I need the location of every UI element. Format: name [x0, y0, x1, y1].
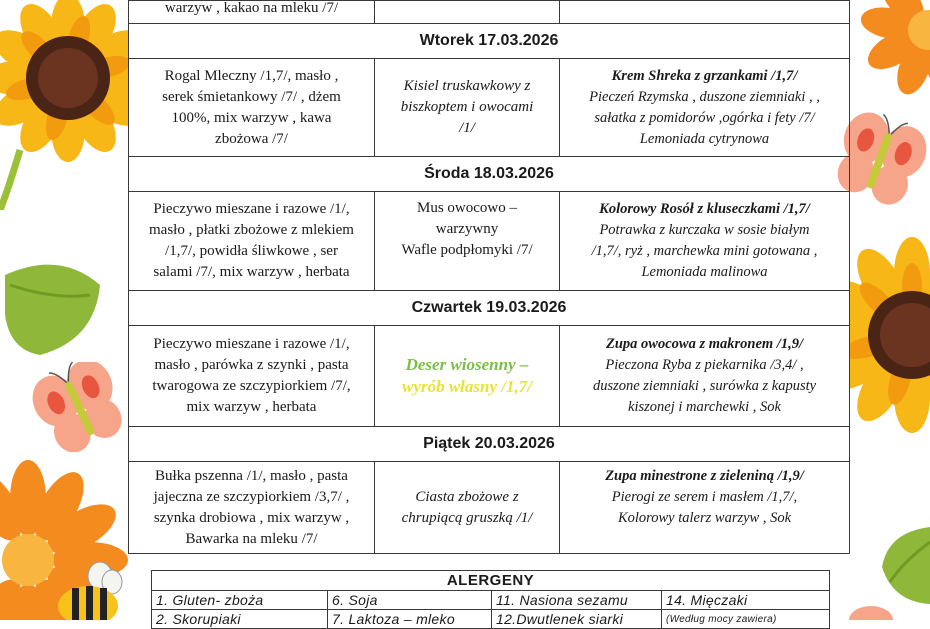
breakfast-line: masło , parówka z szynki , pasta — [154, 357, 349, 373]
breakfast-line: Pieczywo mieszane i razowe /1/, — [153, 336, 350, 352]
breakfast-line: masło , płatki zbożowe z mlekiem — [149, 222, 354, 238]
meal-row-wednesday — [129, 192, 850, 291]
prev-snack-cell — [375, 1, 560, 24]
breakfast-line: Bułka pszenna /1/, masło , pasta — [155, 467, 348, 484]
lunch-cell — [560, 326, 850, 427]
allergen-note: (Według mocy zawiera) — [662, 610, 830, 629]
breakfast-line: 100%, mix warzyw , kawa — [171, 109, 332, 126]
snack-cell-special-dessert — [375, 326, 560, 427]
leaf-left-illustration — [0, 255, 110, 365]
breakfast-line: serek śmietankowy /7/ , dżem — [162, 88, 341, 105]
breakfast-line: /1,7/, powidła śliwkowe , ser — [165, 243, 338, 259]
lunch-cell — [560, 59, 850, 157]
main-course-line: Lemoniada cytrynowa — [639, 130, 770, 147]
snack-line: Ciasta zbożowe z — [415, 488, 519, 505]
dessert-title-line: Deser wiosenny – — [405, 355, 529, 374]
main-course-line: /1,7/, ryż , marchewka mini gotowana , — [591, 243, 818, 259]
breakfast-line: Pieczywo mieszane i razowe /1/, — [153, 201, 350, 217]
soup-line: Zupa owocowa z makronem /1,9/ — [606, 336, 803, 352]
main-course-line: Pierogi ze serem i masłem /1,7/, — [611, 489, 798, 505]
snack-line: warzywny — [435, 221, 499, 237]
breakfast-line: szynka drobiowa , mix warzyw , — [153, 509, 350, 526]
breakfast-line: Rogal Mleczny /1,7/, masło , — [164, 67, 339, 84]
day-title-thursday: Czwartek 19.03.2026 — [129, 291, 850, 326]
sunflower-top-left-illustration — [0, 0, 128, 210]
sunflower-right-illustration — [850, 200, 930, 470]
main-course-line: duszone ziemniaki , surówka z kapusty — [592, 378, 817, 394]
allergens-title: ALERGENY — [152, 571, 830, 591]
allergens-header-row — [152, 571, 830, 591]
prev-breakfast-cell — [129, 1, 375, 24]
main-course-line: kiszonej i marchewki , Sok — [628, 399, 781, 415]
dessert-subtitle-line: wyrób własny /1,7/ — [402, 377, 532, 396]
allergen-item: 14. Mięczaki — [662, 591, 830, 610]
day-header-row — [129, 427, 850, 462]
allergen-item: 11. Nasiona sezamu — [492, 591, 662, 610]
breakfast-line: jajeczna ze szczypiorkiem /3,7/ , — [153, 488, 350, 505]
breakfast-line: zbożowa /7/ — [215, 130, 288, 147]
day-header-row — [129, 291, 850, 326]
main-course-line: Lemoniada malinowa — [641, 264, 768, 280]
day-title-tuesday: Wtorek 17.03.2026 — [129, 24, 850, 59]
bee-illustration — [50, 562, 130, 620]
breakfast-cell — [129, 462, 375, 554]
previous-day-tail-row — [129, 1, 850, 24]
prev-lunch-cell — [560, 1, 850, 24]
leaf-right-illustration — [878, 522, 930, 607]
day-title-wednesday: Środa 18.03.2026 — [129, 157, 850, 192]
snack-line: Mus owocowo – — [417, 200, 517, 216]
main-course-line: Kolorowy talerz warzyw , Sok — [617, 510, 792, 526]
snack-line: biszkoptem i owocami — [400, 99, 534, 115]
breakfast-line: mix warzyw , herbata — [186, 399, 317, 415]
allergens-row — [152, 591, 830, 610]
main-course-line: Pieczeń Rzymska , duszone ziemniaki , , — [589, 88, 820, 105]
breakfast-line: salami /7/, mix warzyw , herbata — [153, 264, 350, 280]
orange-flower-top-right-illustration — [858, 0, 930, 95]
soup-line: Kolorowy Rosół z kluseczkami /1,7/ — [599, 201, 810, 217]
breakfast-cell — [129, 326, 375, 427]
day-header-row — [129, 24, 850, 59]
meal-row-tuesday — [129, 59, 850, 157]
lunch-cell — [560, 192, 850, 291]
main-course-line: Pieczona Ryba z piekarnika /3,4/ , — [605, 357, 804, 373]
day-header-row — [129, 157, 850, 192]
allergen-item: 1. Gluten- zboża — [152, 591, 328, 610]
flower-bottom-right-illustration — [846, 600, 896, 620]
main-course-line: Potrawka z kurczaka w sosie białym — [599, 222, 810, 238]
soup-line: Zupa minestrone z zieleniną /1,9/ — [605, 468, 804, 484]
snack-line: chrupiącą gruszką /1/ — [401, 509, 533, 526]
day-title-friday: Piątek 20.03.2026 — [129, 427, 850, 462]
prev-breakfast-text: warzyw , kakao na mleku /7/ — [164, 0, 339, 16]
main-course-line: sałatka z pomidorów ,ogórka i fety /7/ — [594, 109, 815, 126]
soup-line: Krem Shreka z grzankami /1,7/ — [611, 67, 798, 84]
meal-row-thursday — [129, 326, 850, 427]
allergens-row — [152, 610, 830, 629]
allergen-item: 12.Dwutlenek siarki — [492, 610, 662, 629]
snack-line: Kisiel truskawkowy z — [403, 78, 531, 94]
allergen-item: 2. Skorupiaki — [152, 610, 328, 629]
snack-cell — [375, 462, 560, 554]
meal-row-friday — [129, 462, 850, 554]
breakfast-cell — [129, 192, 375, 291]
allergen-item: 6. Soja — [328, 591, 492, 610]
weekly-menu-table — [128, 0, 850, 554]
breakfast-cell — [129, 59, 375, 157]
lunch-cell — [560, 462, 850, 554]
snack-cell — [375, 192, 560, 291]
breakfast-line: twarogowa ze szczypiorkiem /7/, — [152, 378, 351, 394]
snack-cell — [375, 59, 560, 157]
butterfly-left-illustration — [28, 362, 128, 452]
allergen-item: 7. Laktoza – mleko — [328, 610, 492, 629]
snack-line: /1/ — [459, 120, 475, 136]
allergens-table — [151, 570, 830, 629]
snack-line: Wafle podpłomyki /7/ — [401, 242, 533, 258]
breakfast-line: Bawarka na mleku /7/ — [185, 530, 318, 547]
